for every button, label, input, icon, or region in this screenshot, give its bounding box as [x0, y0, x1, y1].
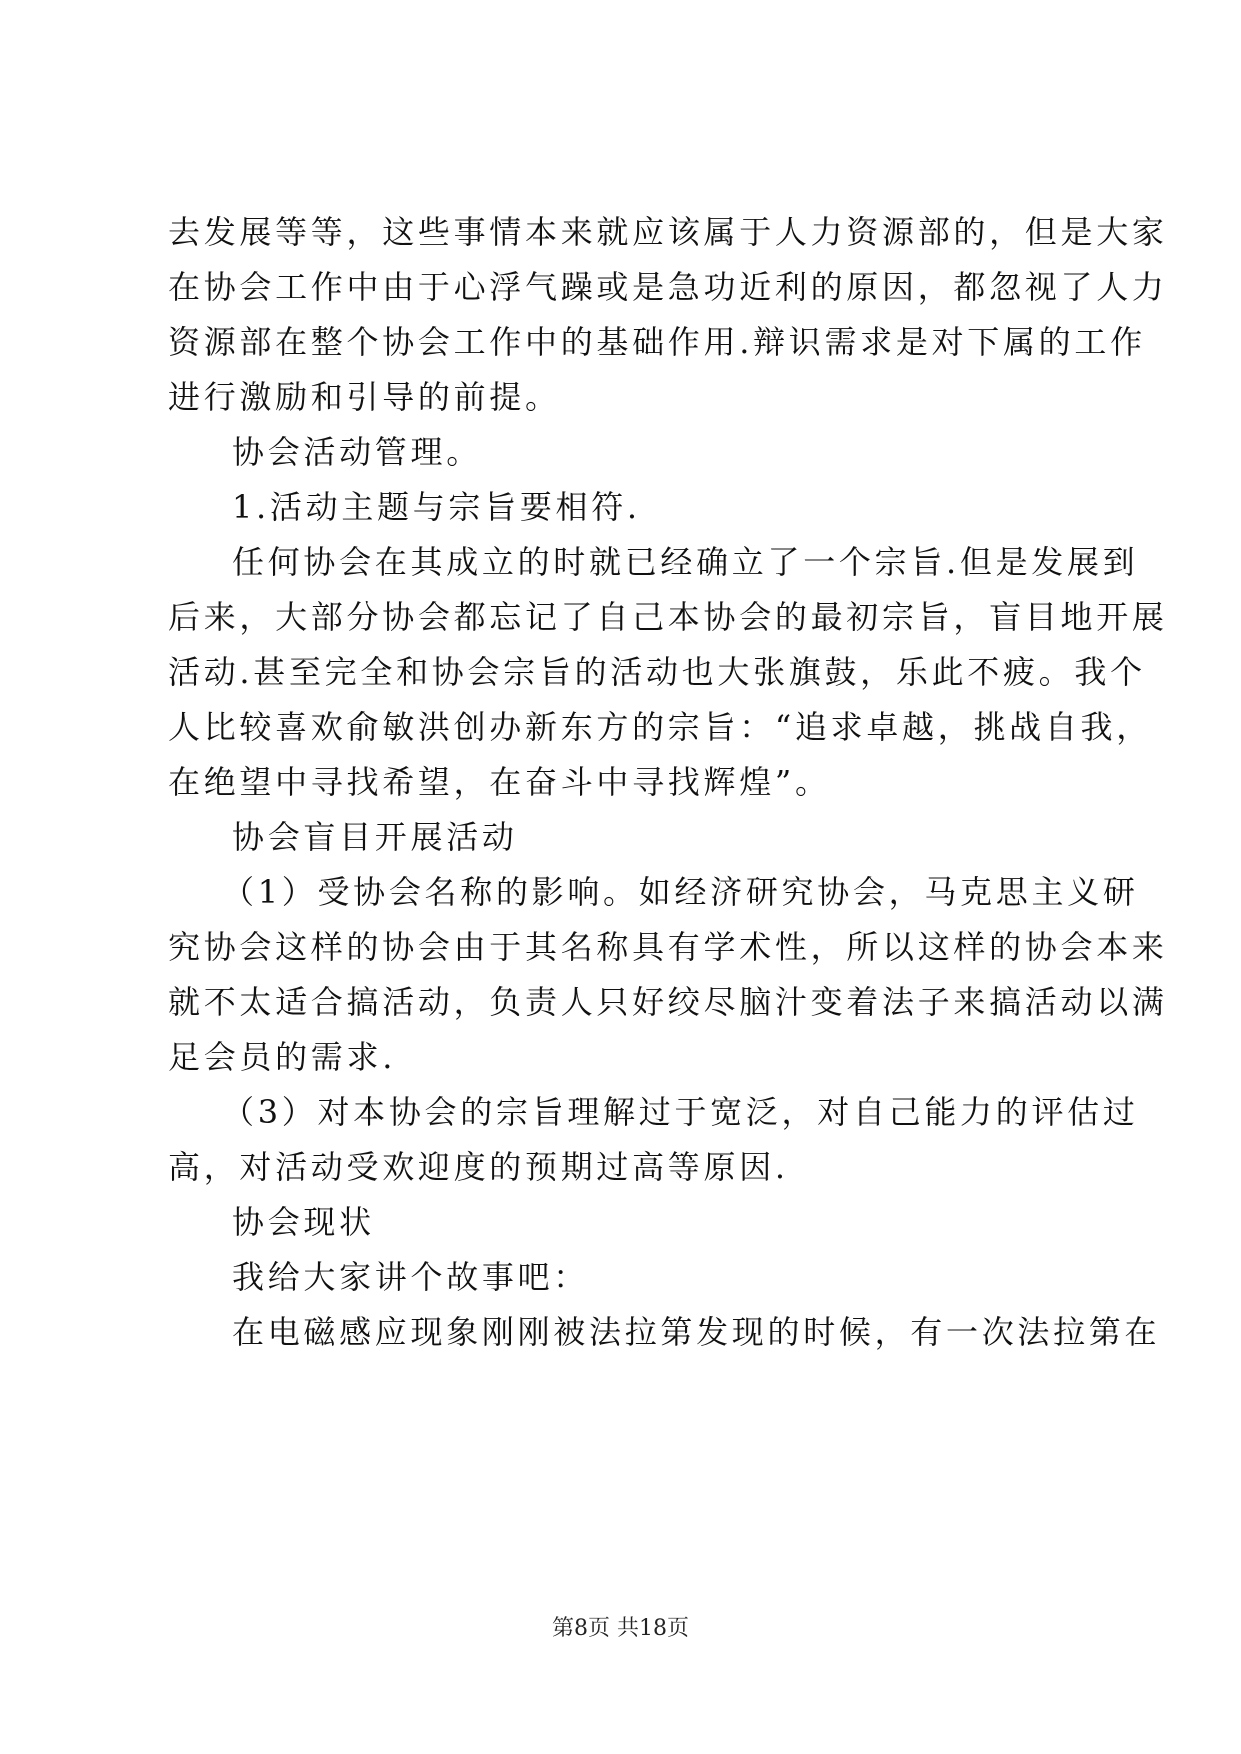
- text-line: 资源部在整个协会工作中的基础作用.辩识需求是对下属的工作: [168, 323, 1146, 361]
- text-line: 究协会这样的协会由于其名称具有学术性，所以这样的协会本来: [168, 928, 1168, 966]
- text-line: 就不太适合搞活动，负责人只好绞尽脑汁变着法子来搞活动以满: [168, 983, 1168, 1021]
- text-line: （3）对本协会的宗旨理解过于宽泛，对自己能力的评估过: [222, 1093, 1139, 1131]
- text-line: 高，对活动受欢迎度的预期过高等原因.: [168, 1148, 789, 1186]
- text-line: 人比较喜欢俞敏洪创办新东方的宗旨：“追求卓越，挑战自我，: [168, 708, 1152, 746]
- text-line: 活动.甚至完全和协会宗旨的活动也大张旗鼓，乐此不疲。我个: [168, 653, 1146, 691]
- page-number-footer: 第8页 共18页: [552, 1616, 689, 1641]
- text-line: 任何协会在其成立的时就已经确立了一个宗旨.但是发展到: [232, 543, 1139, 581]
- text-line: （1）受协会名称的影响。如经济研究协会，马克思主义研: [222, 873, 1139, 911]
- text-line: 在协会工作中由于心浮气躁或是急功近利的原因，都忽视了人力: [168, 268, 1168, 306]
- text-line: 进行激励和引导的前提。: [168, 378, 561, 416]
- list-item-heading: 1.活动主题与宗旨要相符.: [232, 488, 641, 526]
- text-line: 去发展等等，这些事情本来就应该属于人力资源部的，但是大家: [168, 213, 1168, 251]
- text-line: 在绝望中寻找希望，在奋斗中寻找辉煌”。: [168, 763, 831, 801]
- text-line: 在电磁感应现象刚刚被法拉第发现的时候，有一次法拉第在: [232, 1313, 1161, 1351]
- section-heading: 协会盲目开展活动: [232, 818, 518, 856]
- section-heading: 协会活动管理。: [232, 433, 482, 471]
- text-line: 后来，大部分协会都忘记了自己本协会的最初宗旨，盲目地开展: [168, 598, 1168, 636]
- text-line: 足会员的需求.: [168, 1038, 397, 1076]
- text-line: 我给大家讲个故事吧：: [232, 1258, 590, 1296]
- section-heading: 协会现状: [232, 1203, 375, 1241]
